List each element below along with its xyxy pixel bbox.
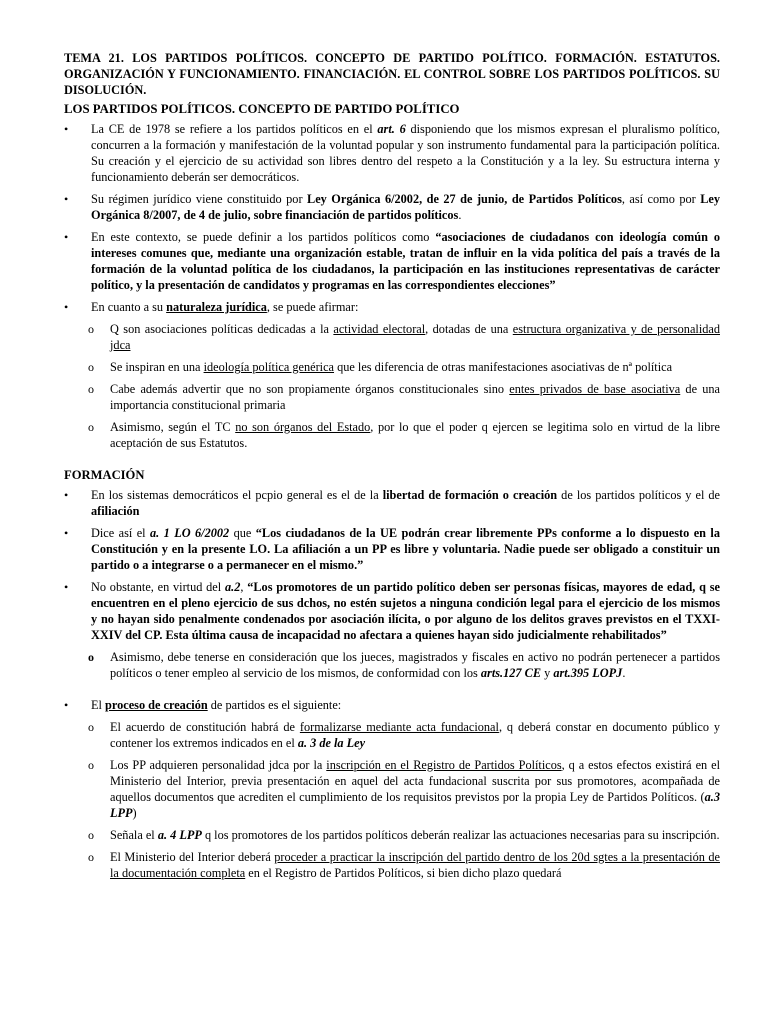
subbullet-acta-fundacional: o El acuerdo de constitución habrá de formalizarse mediante acta fundacional, q deberá constar en documento público y contener los extremos indicados en el a. 3 de la Ley	[64, 719, 720, 751]
section-heading-concepto: LOS PARTIDOS POLÍTICOS. CONCEPTO DE PARTIDO POLÍTICO	[64, 102, 460, 116]
bullet-naturaleza-juridica: • En cuanto a su naturaleza jurídica, se puede afirmar:	[64, 299, 720, 315]
bullet-proceso-creacion: • El proceso de creación de partidos es el siguiente:	[64, 697, 720, 713]
subbullet-actividad-electoral: o Q son asociaciones políticas dedicadas a la actividad electoral, dotadas de una estructura organizativa y de personalidad jdca	[64, 321, 720, 353]
subbullet-inscripcion-registro: o Los PP adquieren personalidad jdca por la inscripción en el Registro de Partidos Políticos, q a estos efectos existirá en el Ministerio del Interior, previa presentación en aquel del acta fundacional suscrita por sus promotores, acompañada de aquellos documentos que acrediten el cumplimiento de los requisitos previstos por la propia Ley de Partidos Políticos. (a.3 LPP)	[64, 757, 720, 821]
bullet-regimen-juridico: • Su régimen jurídico viene constituido por Ley Orgánica 6/2002, de 27 de junio, de Partidos Políticos, así como por Ley Orgánica 8/2007, de 4 de julio, sobre financiación de partidos políticos.	[64, 191, 720, 223]
subbullet-art4: o Señala el a. 4 LPP q los promotores de los partidos políticos deberán realizar las actuaciones necesarias para su inscripción.	[64, 827, 720, 843]
section-heading-formacion: FORMACIÓN	[64, 468, 145, 482]
bullet-art1: • Dice así el a. 1 LO 6/2002 que “Los ciudadanos de la UE podrán crear libremente PPs conforme a lo dispuesto en la Constitución y en la presente LO. La afiliación a un PP es libre y voluntaria. Nadie puede ser obligado a constituir un partido o a integrarse o a permanecer en el mismo.”	[64, 525, 720, 573]
subbullet-jueces: o Asimismo, debe tenerse en consideración que los jueces, magistrados y fiscales en activo no podrán pertenecer a partidos políticos o tener empleo al servicio de los mismos, de conformidad con los arts.127 CE y art.395 LOPJ.	[64, 649, 720, 681]
bullet-art6: • La CE de 1978 se refiere a los partidos políticos en el art. 6 disponiendo que los mismos expresan el pluralismo político, concurren a la formación y manifestación de la voluntad popular y son instrumento fundamental para la participación política. Su creación y el ejercicio de su actividad son libres dentro del respeto a la Constitución y a la ley. Su estructura interna y funcionamiento deberán ser democráticos.	[64, 121, 720, 185]
document-title: TEMA 21. LOS PARTIDOS POLÍTICOS. CONCEPTO DE PARTIDO POLÍTICO. FORMACIÓN. ESTATUTOS. ORGANIZACIÓN Y FUNCIONAMIENTO. FINANCIACIÓN. EL CONTROL SOBRE LOS PARTIDOS POLÍTICOS. SU DISOLUCIÓN.	[64, 51, 720, 97]
bullet-art2-promotores: • No obstante, en virtud del a.2, “Los promotores de un partido político deben ser personas físicas, mayores de edad, q se encuentren en el pleno ejercicio de sus dchos, no estén sujetos a ninguna condición legal para el ejercicio de los mismos y no hayan sido penalmente condenados por asociación ilícita, o por alguno de los delitos graves previstos en el TXXI-XXIV del CP. Esta última causa de incapacidad no afectara a quienes hayan sido judicialmente rehabilitados”	[64, 579, 720, 643]
subbullet-ideologia: o Se inspiran en una ideología política genérica que les diferencia de otras manifestaciones asociativas de nª política	[64, 359, 720, 375]
bullet-definicion: • En este contexto, se puede definir a los partidos políticos como “asociaciones de ciudadanos con ideología común o intereses comunes que, mediante una organización estable, tratan de influir en la vida política del país a través de la formación de la voluntad política de los ciudadanos, la participación en las instituciones representativas de carácter político, y la presentación de candidatos y programas en las correspondientes elecciones”	[64, 229, 720, 293]
subbullet-organos-estado: o Asimismo, según el TC no son órganos del Estado, por lo que el poder q ejercen se legitima solo en virtud de la libre aceptación de sus Estatutos.	[64, 419, 720, 451]
subbullet-ministerio-interior: o El Ministerio del Interior deberá proceder a practicar la inscripción del partido dentro de los 20d sgtes a la presentación de la documentación completa en el Registro de Partidos Políticos, si bien dicho plazo quedará	[64, 849, 720, 881]
bullet-libertad-formacion: • En los sistemas democráticos el pcpio general es el de la libertad de formación o creación de los partidos políticos y el de afiliación	[64, 487, 720, 519]
subbullet-entes-privados: o Cabe además advertir que no son propiamente órganos constitucionales sino entes privados de base asociativa de una importancia constitucional primaria	[64, 381, 720, 413]
